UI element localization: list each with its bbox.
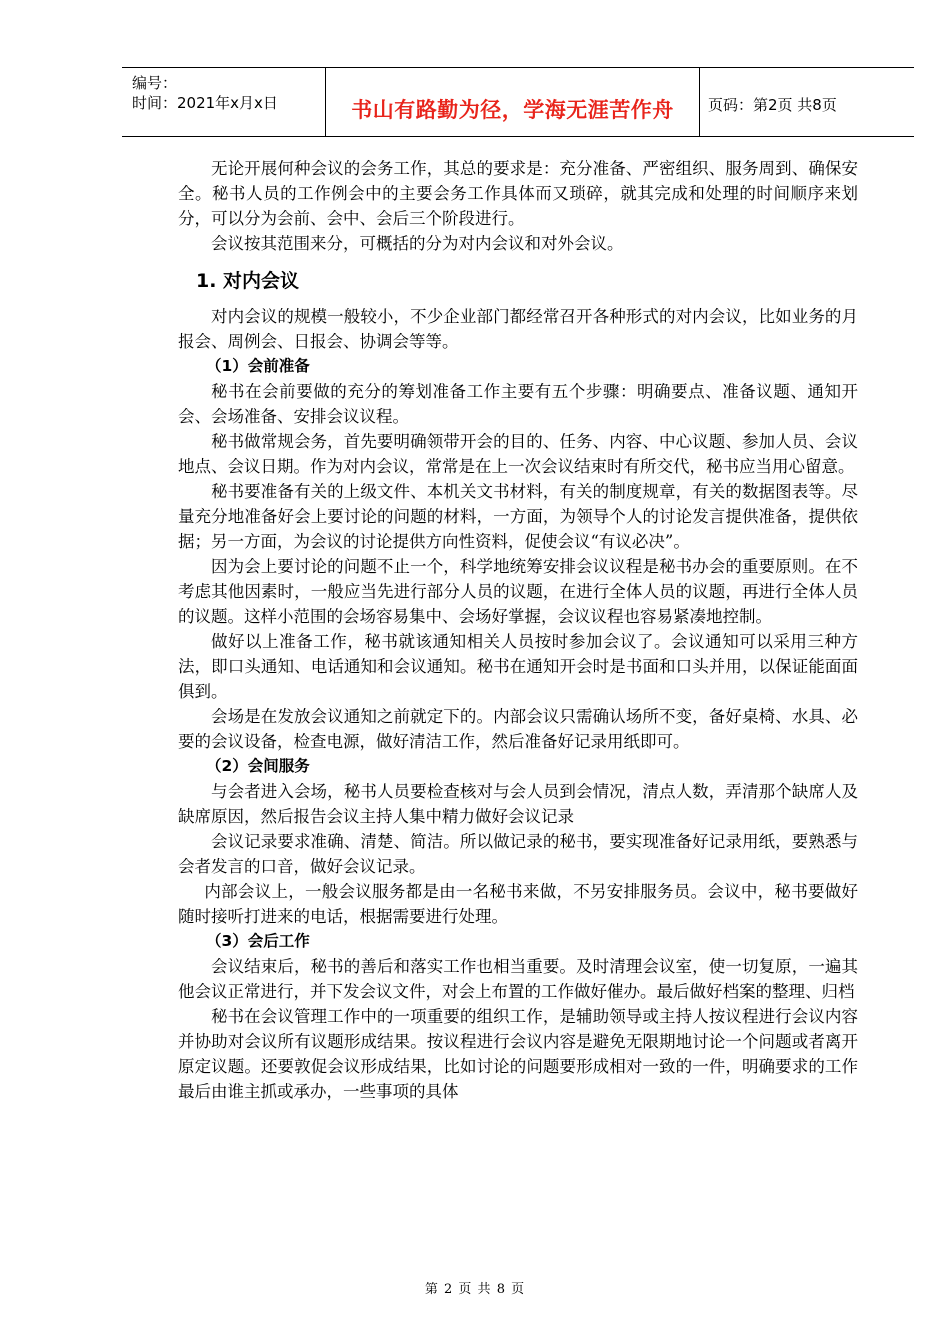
paragraph: 秘书做常规会务，首先要明确领带开会的目的、任务、内容、中心议题、参加人员、会议地点、会议日期。作为对内会议，常常是在上一次会议结束时有所交代，秘书应当用心留意。 — [178, 432, 858, 476]
document-body — [178, 156, 858, 1104]
paragraph: 秘书在会议管理工作中的一项重要的组织工作，是辅助领导或主持人按议程进行会议内容并协助对会议所有议题形成结果。按议程进行会议内容是避免无限期地讨论一个问题或者离开原定议题。还要敦促会议形成结果，比如讨论的问题要形成相对一致的一件，明确要求的工作最后由谁主抓或承办，一些事项的具体 — [178, 1007, 858, 1101]
paragraph: 秘书在会前要做的充分的筹划准备工作主要有五个步骤：明确要点、准备议题、通知开会、会场准备、安排会议议程。 — [178, 382, 858, 426]
paragraph: 会场是在发放会议通知之前就定下的。内部会议只需确认场所不变，备好桌椅、水具、必要的会议设备，检查电源，做好清洁工作，然后准备好记录用纸即可。 — [178, 707, 858, 751]
subsection-heading: （2）会间服务 — [206, 757, 310, 775]
header-meta-cell — [122, 68, 326, 136]
paragraph: 与会者进入会场，秘书人员要检查核对与会人员到会情况，清点人数，弄清那个缺席人及缺席原因，然后报告会议主持人集中精力做好会议记录 — [178, 782, 858, 826]
paragraph: 因为会上要讨论的问题不止一个，科学地统筹安排会议议程是秘书办会的重要原则。在不考虑其他因素时，一般应当先进行部分人员的议题，在进行全体人员的议题，再进行全体人员的议题。这样小范围的会场容易集中、会场好掌握，会议议程也容易紧凑地控制。 — [178, 557, 858, 626]
paragraph: 无论开展何种会议的会务工作，其总的要求是：充分准备、严密组织、服务周到、确保安全。秘书人员的工作例会中的主要会务工作具体而又琐碎，就其完成和处理的时间顺序来划分，可以分为会前、会中、会后三个阶段进行。 — [178, 159, 858, 228]
number-label: 编号： — [132, 74, 178, 92]
header-motto-cell — [326, 68, 700, 136]
time-label: 时间：2021年x月x日 — [132, 94, 278, 112]
paragraph: 做好以上准备工作，秘书就该通知相关人员按时参加会议了。会议通知可以采用三种方法，即口头通知、电话通知和会议通知。秘书在通知开会时是书面和口头并用，以保证能面面俱到。 — [178, 632, 858, 701]
subsection-heading: （1）会前准备 — [206, 357, 310, 375]
paragraph: 秘书要准备有关的上级文件、本机关文书材料，有关的制度规章，有关的数据图表等。尽量充分地准备好会上要讨论的问题的材料，一方面，为领导个人的讨论发言提供准备，提供依据；另一方面，为会议的讨论提供方向性资料，促使会议“有议必决”。 — [178, 482, 858, 551]
motto: 书山有路勤为径，学海无涯苦作舟 — [351, 98, 674, 122]
paragraph: 会议按其范围来分，可概括的分为对内会议和对外会议。 — [211, 234, 624, 253]
section-heading: 1. 对内会议 — [196, 270, 300, 292]
page-header — [122, 67, 914, 137]
page-info: 页码：第2页 共8页 — [708, 96, 837, 114]
paragraph: 会议结束后，秘书的善后和落实工作也相当重要。及时清理会议室，使一切复原，一遍其他会议正常进行，并下发会议文件，对会上布置的工作做好催办。最后做好档案的整理、归档 — [178, 957, 858, 1001]
paragraph: 对内会议的规模一般较小，不少企业部门都经常召开各种形式的对内会议，比如业务的月报会、周例会、日报会、协调会等等。 — [178, 307, 858, 351]
page-footer: 第 2 页 共 8 页 — [424, 1282, 526, 1297]
subsection-heading: （3）会后工作 — [206, 932, 310, 950]
header-page-cell — [700, 68, 914, 136]
paragraph: 会议记录要求准确、清楚、简洁。所以做记录的秘书，要实现准备好记录用纸，要熟悉与会者发言的口音，做好会议记录。 — [178, 832, 858, 876]
paragraph: 内部会议上，一般会议服务都是由一名秘书来做，不另安排服务员。会议中，秘书要做好随时接听打进来的电话，根据需要进行处理。 — [178, 882, 858, 926]
